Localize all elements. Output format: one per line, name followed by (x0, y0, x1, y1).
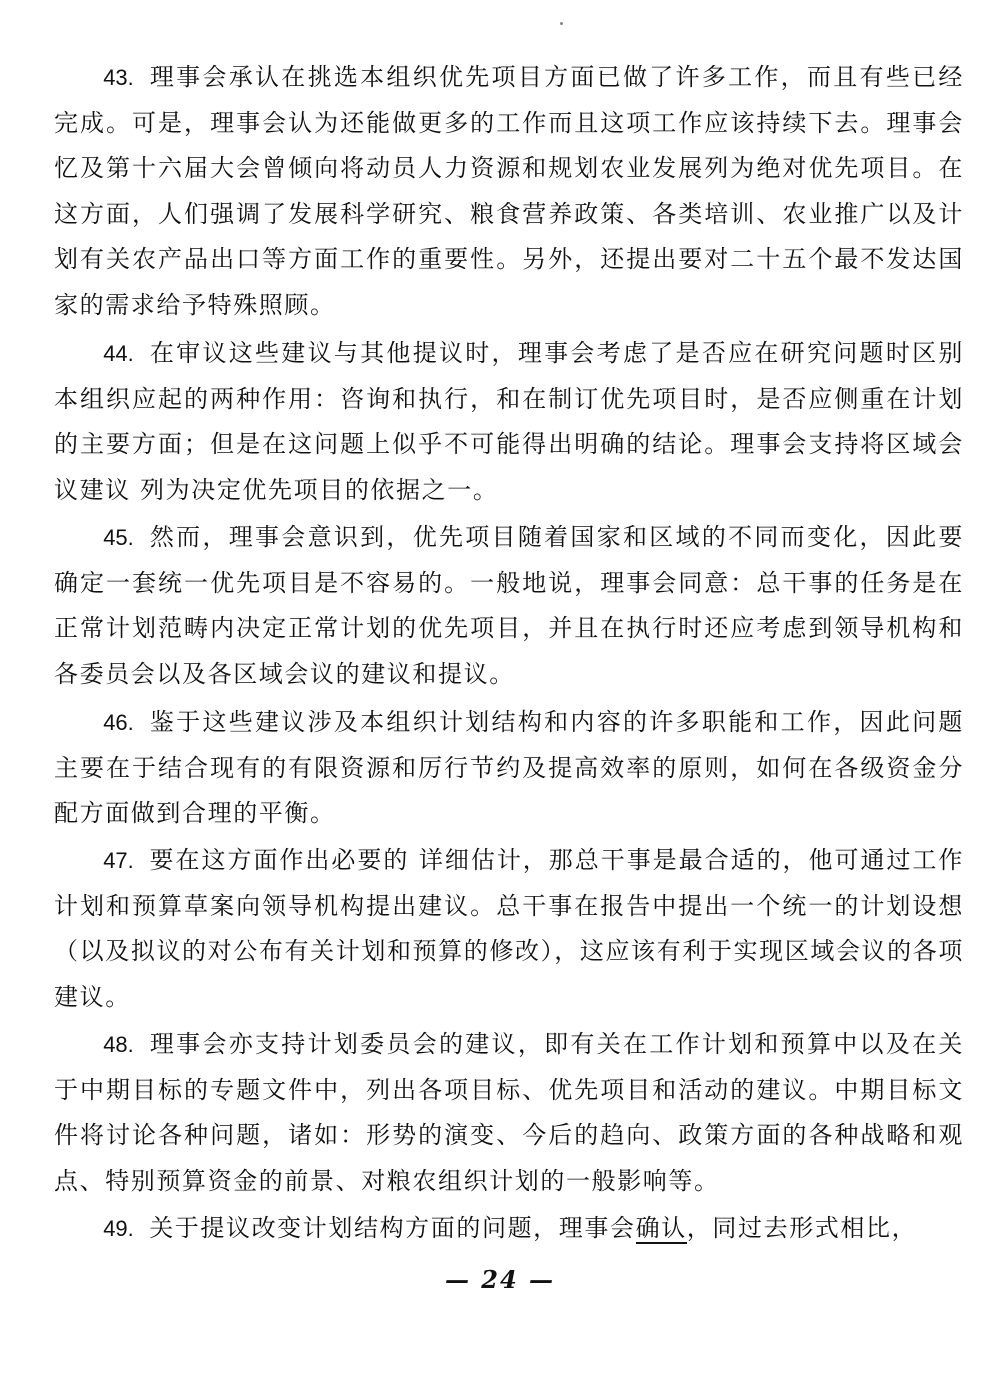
paragraph-number: 43. (103, 65, 134, 90)
paragraph-48 (54, 1022, 964, 1204)
paragraph-number: 48. (103, 1032, 134, 1057)
page-number: — 24 — (444, 1265, 556, 1294)
paragraph-text: 鉴于这些建议涉及本组织计划结构和内容的许多职能和工作，因此问题主要在于结合现有的有限资源和厉行节约及提高效率的原则，如何在各级资金分配方面做到合理的平衡。 (54, 708, 964, 827)
paragraph-number: 46. (103, 710, 134, 735)
underlined-word: 确认 (635, 1214, 687, 1242)
paragraph-text-before: 关于提议改变计划结构方面的问题，理事会 (149, 1214, 636, 1242)
paragraph-text: 然而，理事会意识到，优先项目随着国家和区域的不同而变化，因此要确定一套统一优先项目是不容易的。一般地说，理事会同意：总干事的任务是在正常计划范畴内决定正常计划的优先项目，并且在执行时还应考虑到领导机构和各委员会以及各区域会议的建议和提议。 (54, 523, 964, 688)
paragraph-text: 在审议这些建议与其他提议时，理事会考虑了是否应在研究问题时区别本组织应起的两种作用：咨询和执行，和在制订优先项目时，是否应侧重在计划的主要方面；但是在这问题上似乎不可能得出明确的结论。理事会支持将区域会议建议 列为决定优先项目的依据之一。 (54, 339, 964, 504)
paragraph-number: 47. (103, 848, 134, 873)
paragraph-49 (54, 1206, 964, 1252)
paragraph-45 (54, 515, 964, 697)
paragraph-number: 44. (103, 341, 134, 366)
paragraph-47 (54, 838, 964, 1020)
paragraph-text: 理事会亦支持计划委员会的建议，即有关在工作计划和预算中以及在关于中期目标的专题文件中，列出各项目标、优先项目和活动的建议。中期目标文件将讨论各种问题，诸如：形势的演变、今后的趋向、政策方面的各种战略和观点、特别预算资金的前景、对粮农组织计划的一般影响等。 (54, 1030, 964, 1195)
paragraph-text: 理事会承认在挑选本组织优先项目方面已做了许多工作，而且有些已经完成。可是，理事会认为还能做更多的工作而且这项工作应该持续下去。理事会忆及第十六届大会曾倾向将动员人力资源和规划农业发展列为绝对优先项目。在这方面，人们强调了发展科学研究、粮食营养政策、各类培训、农业推广以及计划有关农产品出口等方面工作的重要性。另外，还提出要对二十五个最不发达国家的需求给予特殊照顾。 (54, 63, 964, 319)
paragraph-number: 45. (103, 525, 134, 550)
paragraph-44 (54, 331, 964, 513)
scan-speck (560, 22, 563, 25)
paragraph-text: 要在这方面作出必要的 详细估计，那总干事是最合适的，他可通过工作计划和预算草案向领导机构提出建议。总干事在报告中提出一个统一的计划设想（以及拟议的对公布有关计划和预算的修改），这应该有利于实现区域会议的各项建议。 (54, 846, 964, 1011)
paragraph-46 (54, 700, 964, 837)
paragraph-43 (54, 55, 964, 328)
paragraph-text-after: ，同过去形式相比， (686, 1214, 918, 1242)
paragraph-number: 49. (103, 1216, 134, 1241)
